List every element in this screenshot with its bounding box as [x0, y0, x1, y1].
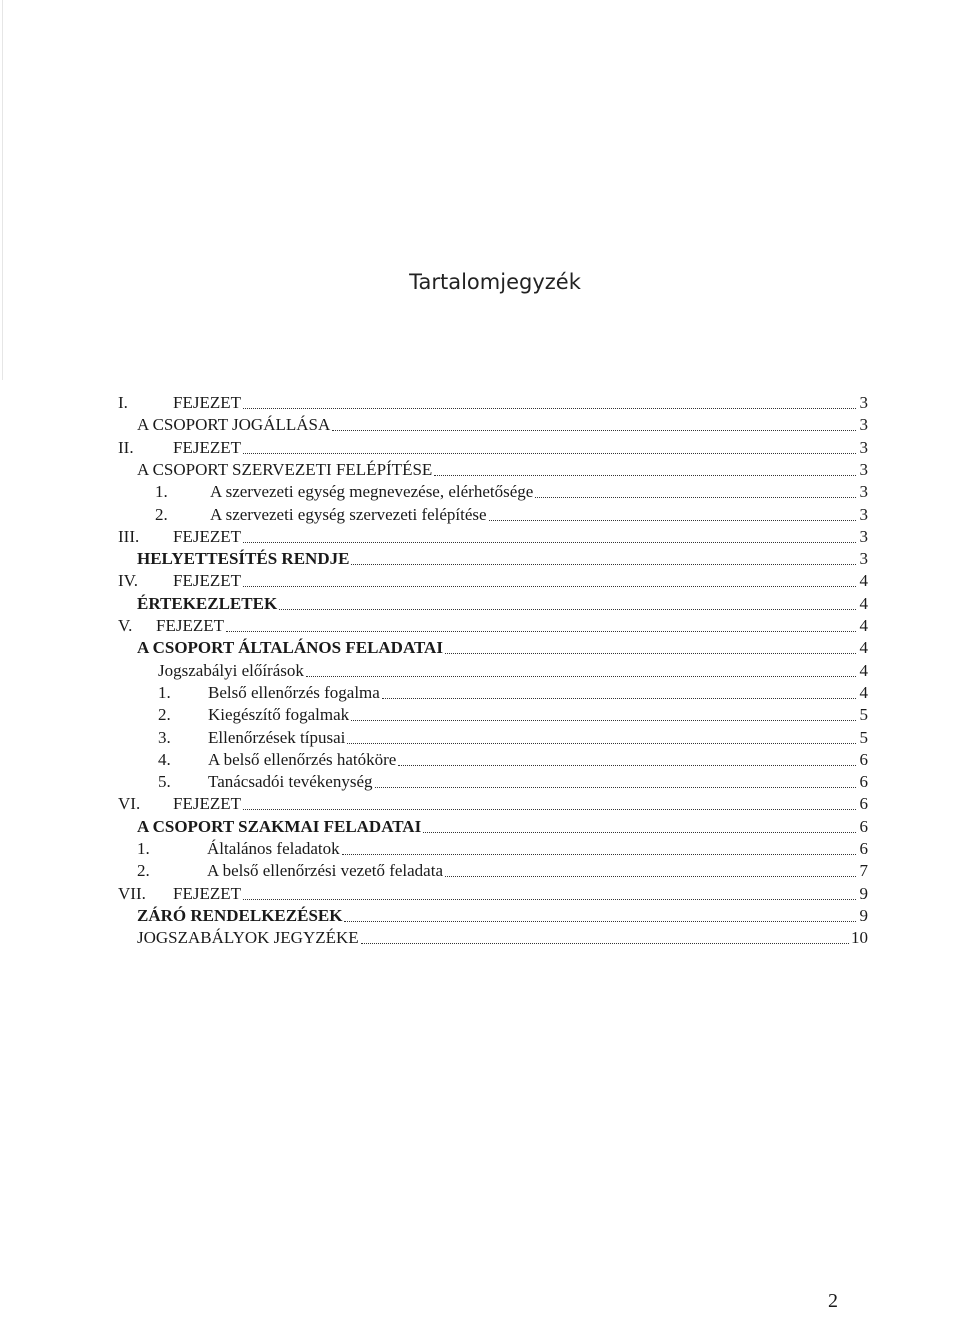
toc-entry-page: 10 [851, 928, 868, 947]
toc-entry-number: VI. [118, 794, 141, 813]
toc-entry[interactable] [118, 614, 868, 636]
toc-entry-page: 3 [859, 549, 868, 568]
toc-entry[interactable] [137, 547, 868, 569]
toc-entry[interactable] [155, 503, 868, 525]
toc-entry-page: 3 [859, 482, 868, 501]
toc-entry-page: 3 [859, 527, 868, 546]
toc-entry-title: A belső ellenőrzés hatóköre [208, 750, 397, 769]
toc-entry-number: I. [118, 393, 128, 412]
dot-leader [306, 676, 856, 677]
toc-entry-number: 2. [158, 705, 171, 724]
toc-entry-page: 9 [859, 906, 868, 925]
toc-entry[interactable] [137, 904, 868, 926]
dot-leader [398, 765, 856, 766]
toc-entry-page: 3 [859, 505, 868, 524]
dot-leader [375, 787, 857, 788]
dot-leader [344, 921, 856, 922]
toc-entry-number: V. [118, 616, 133, 635]
dot-leader [226, 631, 856, 632]
toc-entry[interactable] [137, 837, 868, 859]
dot-leader [243, 809, 856, 810]
dot-leader [361, 943, 849, 944]
toc-entry-page: 6 [859, 772, 868, 791]
toc-entry-number: 2. [137, 861, 150, 880]
toc-entry-title: ÉRTEKEZLETEK [137, 594, 278, 613]
toc-entry[interactable] [118, 525, 868, 547]
toc-entry-title: Belső ellenőrzés fogalma [208, 683, 380, 702]
dot-leader [243, 453, 856, 454]
toc-entry-page: 6 [859, 817, 868, 836]
toc-entry-page: 3 [859, 415, 868, 434]
toc-entry[interactable] [137, 926, 868, 948]
dot-leader [243, 899, 856, 900]
toc-entry-title: A belső ellenőrzési vezető feladata [207, 861, 443, 880]
toc-entry-title: ZÁRÓ RENDELKEZÉSEK [137, 906, 343, 925]
toc-entry-title: FEJEZET [173, 794, 241, 813]
dot-leader [423, 832, 856, 833]
dot-leader [382, 698, 856, 699]
toc-entry-number: III. [118, 527, 140, 546]
toc-entry[interactable] [137, 815, 868, 837]
toc-entry-title: Tanácsadói tevékenység [208, 772, 373, 791]
dot-leader [279, 609, 856, 610]
toc-entry-title: A CSOPORT SZAKMAI FELADATAI [137, 817, 422, 836]
toc-entry[interactable] [137, 636, 868, 658]
page-title: Tartalomjegyzék [409, 270, 581, 294]
toc-entry-title: JOGSZABÁLYOK JEGYZÉKE [137, 928, 359, 947]
page-number: 2 [828, 1290, 838, 1312]
toc-entry[interactable] [158, 770, 868, 792]
toc-entry-page: 7 [859, 861, 868, 880]
toc-entry-number: 2. [155, 505, 168, 524]
toc-entry-number: 3. [158, 728, 171, 747]
toc-entry[interactable] [137, 859, 868, 881]
toc-entry-number: 4. [158, 750, 171, 769]
toc-entry[interactable] [137, 458, 868, 480]
dot-leader [489, 520, 856, 521]
toc-entry[interactable] [158, 681, 868, 703]
toc-entry-page: 6 [859, 750, 868, 769]
toc-entry-title: FEJEZET [173, 884, 241, 903]
dot-leader [243, 542, 856, 543]
dot-leader [445, 653, 856, 654]
toc-entry-number: II. [118, 438, 134, 457]
dot-leader [243, 408, 856, 409]
toc-entry-page: 3 [859, 438, 868, 457]
toc-entry[interactable] [158, 748, 868, 770]
toc-entry[interactable] [137, 592, 868, 614]
dot-leader [243, 586, 856, 587]
toc-entry-page: 9 [859, 884, 868, 903]
toc-entry[interactable] [118, 436, 868, 458]
toc-entry-page: 3 [859, 460, 868, 479]
toc-entry-title: Ellenőrzések típusai [208, 728, 346, 747]
toc-entry-number: IV. [118, 571, 138, 590]
toc-entry-title: Jogszabályi előírások [158, 661, 304, 680]
toc-entry-page: 4 [859, 594, 868, 613]
toc-entry-title: A CSOPORT SZERVEZETI FELÉPÍTÉSE [137, 460, 433, 479]
toc-entry-number: 1. [155, 482, 168, 501]
toc-entry[interactable] [118, 792, 868, 814]
toc-entry[interactable] [155, 480, 868, 502]
toc-entry-page: 5 [859, 705, 868, 724]
toc-entry[interactable] [118, 882, 868, 904]
toc-entry-title: A szervezeti egység szervezeti felépítése [210, 505, 487, 524]
toc-entry[interactable] [158, 703, 868, 725]
toc-entry-page: 5 [859, 728, 868, 747]
scan-margin-line [2, 0, 3, 380]
dot-leader [535, 497, 856, 498]
toc-entry[interactable] [158, 726, 868, 748]
toc-entry[interactable] [118, 391, 868, 413]
toc-entry-page: 4 [859, 661, 868, 680]
dot-leader [347, 743, 856, 744]
toc-entry-title: A CSOPORT ÁLTALÁNOS FELADATAI [137, 638, 443, 657]
toc-entry-title: A CSOPORT JOGÁLLÁSA [137, 415, 331, 434]
toc-entry[interactable] [137, 413, 868, 435]
toc-entry-title: FEJEZET [173, 393, 241, 412]
toc-entry-title: FEJEZET [173, 571, 241, 590]
toc-entry-page: 4 [859, 571, 868, 590]
toc-entry-page: 4 [859, 616, 868, 635]
toc-entry-title: Kiegészítő fogalmak [208, 705, 350, 724]
dot-leader [445, 876, 856, 877]
toc-entry-title: FEJEZET [173, 438, 241, 457]
toc-entry-number: 1. [158, 683, 171, 702]
toc-entry[interactable] [158, 659, 868, 681]
toc-entry-number: 5. [158, 772, 171, 791]
dot-leader [332, 430, 856, 431]
dot-leader [434, 475, 856, 476]
toc-entry-page: 6 [859, 794, 868, 813]
dot-leader [351, 720, 856, 721]
toc-entry-page: 3 [859, 393, 868, 412]
dot-leader [351, 564, 856, 565]
toc-entry-page: 6 [859, 839, 868, 858]
toc-entry-page: 4 [859, 683, 868, 702]
dot-leader [342, 854, 856, 855]
toc-entry-number: 1. [137, 839, 150, 858]
toc-entry-title: FEJEZET [173, 527, 241, 546]
toc-entry-page: 4 [859, 638, 868, 657]
toc-entry-title: HELYETTESÍTÉS RENDJE [137, 549, 350, 568]
toc-entry-number: VII. [118, 884, 146, 903]
toc-entry-title: A szervezeti egység megnevezése, elérhetősége [210, 482, 534, 501]
toc-entry[interactable] [118, 569, 868, 591]
toc-entry-title: FEJEZET [156, 616, 224, 635]
toc-entry-title: Általános feladatok [207, 839, 340, 858]
